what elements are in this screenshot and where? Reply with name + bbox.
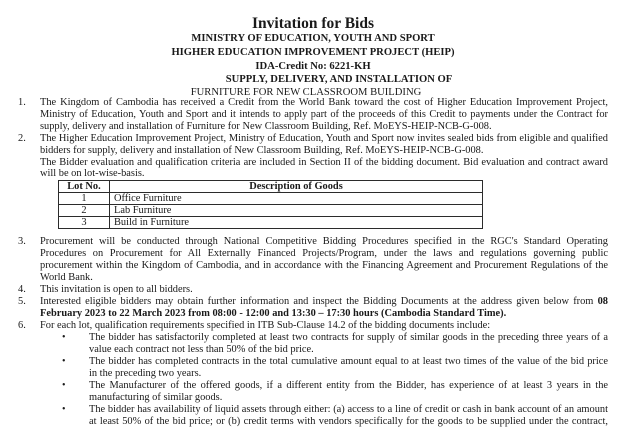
item-number: 4.: [18, 284, 26, 295]
item-line: World Bank.: [40, 272, 93, 283]
ministry-name: MINISTRY OF EDUCATION, YOUTH AND SPORT: [191, 33, 435, 44]
item-date-range: February 2023 to 22 March 2023 from 08:00 - 12:00 and 13:30 – 17:30 hours (Cambodia Standard Time).: [40, 308, 507, 319]
item-number: 5.: [18, 296, 26, 307]
lot-number-cell: 3: [59, 217, 110, 229]
item-text: Interested eligible bidders may obtain further information and inspect the Bidding Documents at the address given below from: [40, 296, 594, 307]
item-line: supply, delivery and installation of Furniture for New Classroom Building, Ref. MoEYS-HEIP-NCB-G-008.: [40, 121, 492, 132]
scope-line-1: SUPPLY, DELIVERY, AND INSTALLATION OF: [225, 74, 453, 85]
bullet-line: manufacturing of similar goods.: [89, 392, 223, 403]
item-number: 6.: [18, 320, 26, 331]
lot-description-cell: Lab Furniture: [110, 205, 483, 217]
bullet-line: The bidder has availability of liquid assets through either: (a) access to a line of credit or cash in bank account of an amount: [89, 404, 608, 415]
lot-description-cell: Office Furniture: [110, 193, 483, 205]
item-line: Procedures on Procurement for All Externally Financed Projects/Program, under the laws and regulations governing public: [40, 248, 608, 259]
item-line: bidders for supply, delivery and installation of New Classroom Building, Ref. MoEYS-HEIP-NCB-G-008.: [40, 145, 484, 156]
item-line: procurement within the Kingdom of Cambodia, and in accordance with the Financing Agreement and Procurement Regulations of the: [40, 260, 608, 271]
bullet-line: value each contract not less than 50% of the bid price.: [89, 344, 314, 355]
bullet-line: at least 50% of the bid price; or (b) credit terms with vendors specifically for the goods to be supplied under the contract,: [89, 416, 608, 427]
item-date-start: 08: [597, 296, 608, 307]
item-number: 3.: [18, 236, 26, 247]
bullet-line: The bidder has completed contracts in the total cumulative amount equal to at least two times of the value of the bid price: [89, 356, 608, 367]
item-line: The Kingdom of Cambodia has received a Credit from the World Bank toward the cost of Higher Education Improvement Project,: [40, 97, 608, 108]
item-line: will be on lot-wise-basis.: [40, 168, 145, 179]
item-line: The Bidder evaluation and qualification criteria are included in Section II of the bidding document. Bid evaluation and contract award: [40, 157, 608, 168]
document-title: Invitation for Bids: [251, 15, 375, 32]
bullet-line: The bidder has satisfactorily completed at least two contracts for supply of similar goods in the preceding three years of a: [89, 332, 608, 343]
bullet-icon: •: [62, 332, 66, 343]
item-line: Ministry of Education, Youth and Sport and it intends to apply part of the proceeds of this Credit to payments under the Contract for: [40, 109, 608, 120]
table-row: [59, 205, 483, 217]
item-number: 1.: [18, 97, 26, 108]
lots-table: [58, 180, 483, 229]
scope-line-2: FURNITURE FOR NEW CLASSROOM BUILDING: [190, 87, 422, 98]
item-number: 2.: [18, 133, 26, 144]
credit-number: IDA-Credit No: 6221-KH: [255, 61, 371, 72]
item-line: For each lot, qualification requirements specified in ITB Sub-Clause 14.2 of the bidding documents include:: [40, 320, 491, 331]
item-line: This invitation is open to all bidders.: [40, 284, 193, 295]
table-header-row: [59, 181, 483, 193]
table-row: [59, 217, 483, 229]
lot-description-cell: Build in Furniture: [110, 217, 483, 229]
column-header-description: Description of Goods: [110, 181, 483, 193]
bullet-icon: •: [62, 380, 66, 391]
lot-number-cell: 2: [59, 205, 110, 217]
bullet-line: The Manufacturer of the offered goods, if a different entity from the Bidder, has experience of at least 3 years in the: [89, 380, 608, 391]
bullet-icon: •: [62, 356, 66, 367]
item-line: The Higher Education Improvement Project, Ministry of Education, Youth and Sport now invites sealed bids from eligible and qualified: [40, 133, 608, 144]
bullet-icon: •: [62, 404, 66, 415]
column-header-lot-no: Lot No.: [59, 181, 110, 193]
item-line: Procurement will be conducted through National Competitive Bidding Procedures specified in the RGC's Standard Operating: [40, 236, 608, 247]
item-line: [40, 308, 506, 320]
table-row: [59, 193, 483, 205]
item-line: [40, 296, 608, 308]
lot-number-cell: 1: [59, 193, 110, 205]
bullet-line: in the preceding two years.: [89, 368, 202, 379]
project-name: HIGHER EDUCATION IMPROVEMENT PROJECT (HEIP): [171, 47, 455, 58]
